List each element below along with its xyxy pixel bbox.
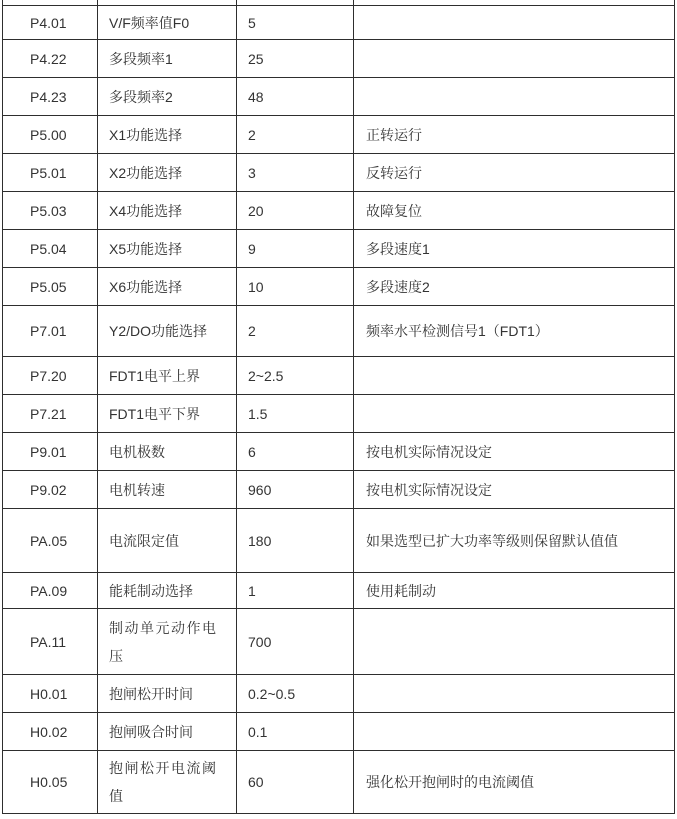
param-code-cell: P9.02 [3,471,98,509]
param-name-cell: Y2/DO功能选择 [98,306,237,357]
param-value-cell: 0.2~0.5 [237,675,354,713]
param-name-cell: V/F频率值F0 [98,6,237,40]
param-name-cell: 多段频率1 [98,40,237,78]
param-value-cell: 2 [237,116,354,154]
table-row [3,268,675,306]
param-code-cell: P4.22 [3,40,98,78]
param-code-cell: P9.01 [3,433,98,471]
param-desc-cell [354,609,675,675]
param-code-cell: PA.05 [3,509,98,573]
param-value-cell: 1 [237,573,354,609]
param-name-cell: FDT1电平下界 [98,395,237,433]
param-name-cell: X5功能选择 [98,230,237,268]
param-value-cell: 5 [237,6,354,40]
table-row [3,116,675,154]
param-desc-cell [354,357,675,395]
param-value-cell: 60 [237,751,354,814]
table-row [3,609,675,675]
param-desc-cell: 使用耗制动 [354,573,675,609]
param-desc-cell: 故障复位 [354,192,675,230]
table-row [3,192,675,230]
param-code-cell: P7.21 [3,395,98,433]
param-name-cell: X6功能选择 [98,268,237,306]
param-name-cell: X1功能选择 [98,116,237,154]
table-row [3,573,675,609]
table-row [3,471,675,509]
param-code-cell: P5.03 [3,192,98,230]
table-row [3,395,675,433]
table-row [3,78,675,116]
param-value-cell: 25 [237,40,354,78]
param-desc-cell: 按电机实际情况设定 [354,433,675,471]
param-desc-cell: 多段速度1 [354,230,675,268]
param-desc-cell [354,78,675,116]
param-name-cell: 电流限定值 [98,509,237,573]
table-row [3,154,675,192]
param-value-cell: 1.5 [237,395,354,433]
param-name-cell: 电机转速 [98,471,237,509]
param-code-cell: P5.05 [3,268,98,306]
table-row [3,675,675,713]
param-name-cell: X2功能选择 [98,154,237,192]
param-code-cell: PA.11 [3,609,98,675]
table-row [3,433,675,471]
param-desc-cell: 频率水平检测信号1（FDT1） [354,306,675,357]
table-row [3,357,675,395]
param-value-cell: 180 [237,509,354,573]
param-code-cell: P7.01 [3,306,98,357]
param-value-cell: 2 [237,306,354,357]
param-value-cell: 0.1 [237,713,354,751]
param-name-cell: 制动单元动作电压 [98,609,237,675]
param-value-cell: 700 [237,609,354,675]
param-desc-cell: 多段速度2 [354,268,675,306]
param-code-cell: P5.01 [3,154,98,192]
table-row [3,306,675,357]
param-value-cell: 3 [237,154,354,192]
table-row [3,751,675,814]
param-desc-cell: 正转运行 [354,116,675,154]
param-value-cell: 10 [237,268,354,306]
param-code-cell: P7.20 [3,357,98,395]
table-row [3,6,675,40]
param-name-cell: X4功能选择 [98,192,237,230]
param-code-cell: H0.01 [3,675,98,713]
param-desc-cell [354,40,675,78]
param-desc-cell: 强化松开抱闸时的电流阈值 [354,751,675,814]
param-name-cell: FDT1电平上界 [98,357,237,395]
param-name-cell: 抱闸松开时间 [98,675,237,713]
param-name-cell: 电机极数 [98,433,237,471]
param-value-cell: 48 [237,78,354,116]
table-row [3,40,675,78]
param-name-cell: 多段频率2 [98,78,237,116]
param-code-cell: H0.02 [3,713,98,751]
param-code-cell: P4.23 [3,78,98,116]
parameter-table-body [3,0,675,814]
param-code-cell: H0.05 [3,751,98,814]
param-desc-cell: 按电机实际情况设定 [354,471,675,509]
param-desc-cell [354,675,675,713]
param-code-cell: P4.01 [3,6,98,40]
param-desc-cell [354,6,675,40]
param-code-cell: P5.04 [3,230,98,268]
param-desc-cell: 如果选型已扩大功率等级则保留默认值值 [354,509,675,573]
table-row [3,509,675,573]
param-desc-cell [354,713,675,751]
param-name-cell: 能耗制动选择 [98,573,237,609]
table-row [3,713,675,751]
param-name-cell: 抱闸松开电流阈值 [98,751,237,814]
param-code-cell: P5.00 [3,116,98,154]
param-value-cell: 20 [237,192,354,230]
param-value-cell: 960 [237,471,354,509]
param-value-cell: 6 [237,433,354,471]
param-value-cell: 2~2.5 [237,357,354,395]
table-row [3,230,675,268]
param-desc-cell [354,395,675,433]
parameter-table [2,0,675,814]
param-desc-cell: 反转运行 [354,154,675,192]
param-name-cell: 抱闸吸合时间 [98,713,237,751]
param-value-cell: 9 [237,230,354,268]
param-code-cell: PA.09 [3,573,98,609]
